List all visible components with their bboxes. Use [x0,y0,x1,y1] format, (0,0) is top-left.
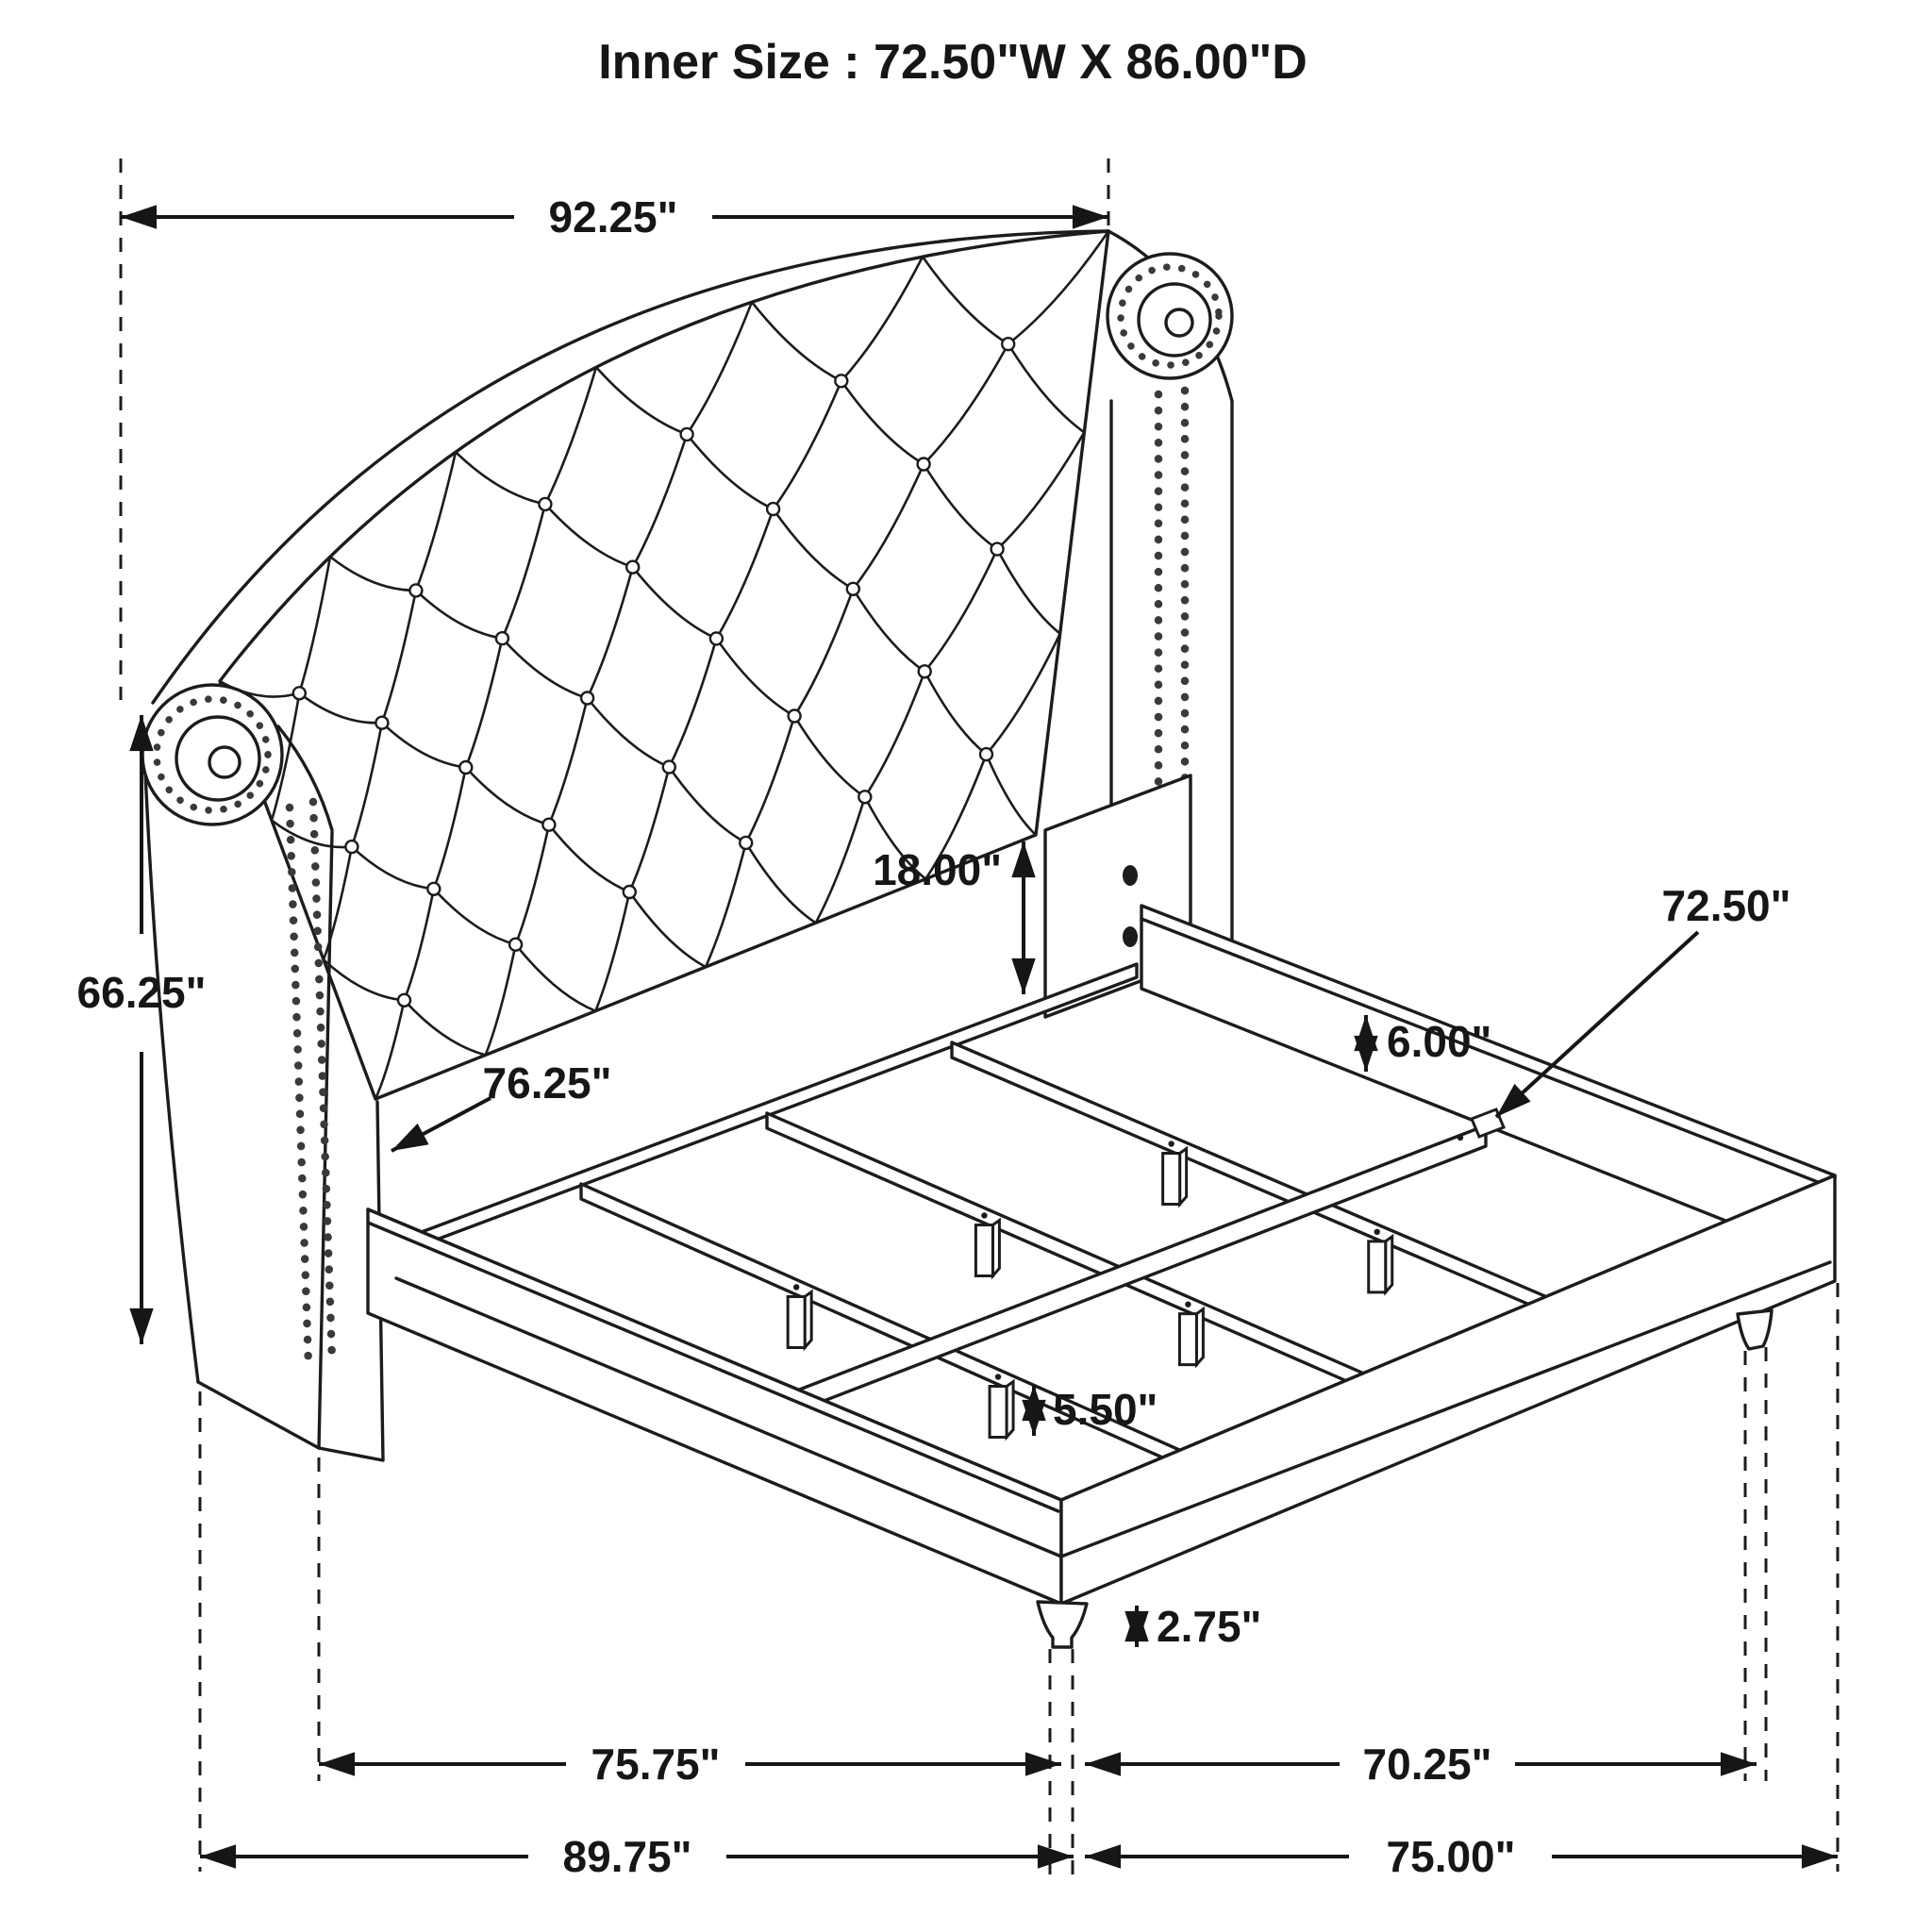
dim-label-frame-depth-right: 75.00" [1386,1832,1516,1881]
foot-rail-face [1061,1175,1835,1604]
dim-overall-depth [200,1832,1074,1881]
dim-frame-width-outer [319,1740,1061,1789]
dim-label-headboard-height: 66.25" [76,968,207,1017]
dim-foot-leg-height [1137,1602,1261,1651]
tufted-panel [220,231,1108,1099]
right-side-rail [1141,906,1835,1262]
dim-label-foot-leg-height: 2.75" [1157,1602,1262,1651]
left-wing-bottom-edge [198,1382,319,1448]
left-wing-outer-edge [143,728,198,1382]
dim-label-overall-width: 92.25" [548,192,678,242]
front-bun-foot [1038,1602,1087,1647]
front-rail-face [368,1209,1061,1604]
dim-label-overall-depth: 89.75" [562,1832,692,1881]
bracket-hole-top [1123,865,1138,886]
dim-frame-depth-foot [1085,1740,1757,1789]
dim-label-side-rail-height: 6.00" [1387,1017,1492,1066]
bed-frame [368,906,1835,1647]
dim-headboard-clearance [873,841,1024,994]
dim-frame-depth-right [1085,1832,1838,1881]
dim-overall-width [121,192,1108,242]
dim-label-frame-depth-foot: 70.25" [1362,1740,1492,1789]
dim-label-headboard-clearance: 18.00" [873,845,1002,894]
bracket-hole-bottom [1123,926,1138,947]
dim-label-headboard-width: 76.25" [482,1058,612,1108]
dim-label-slat-length: 72.50" [1661,881,1791,930]
dim-slat-leg-height [1034,1385,1158,1436]
dim-label-frame-width-outer: 75.75" [591,1740,721,1789]
right-scroll [1108,254,1232,378]
page-title: Inner Size : 72.50"W X 86.00"D [598,35,1307,90]
rear-right-foot [1738,1310,1772,1349]
dim-label-slat-leg-height: 5.50" [1053,1385,1158,1434]
